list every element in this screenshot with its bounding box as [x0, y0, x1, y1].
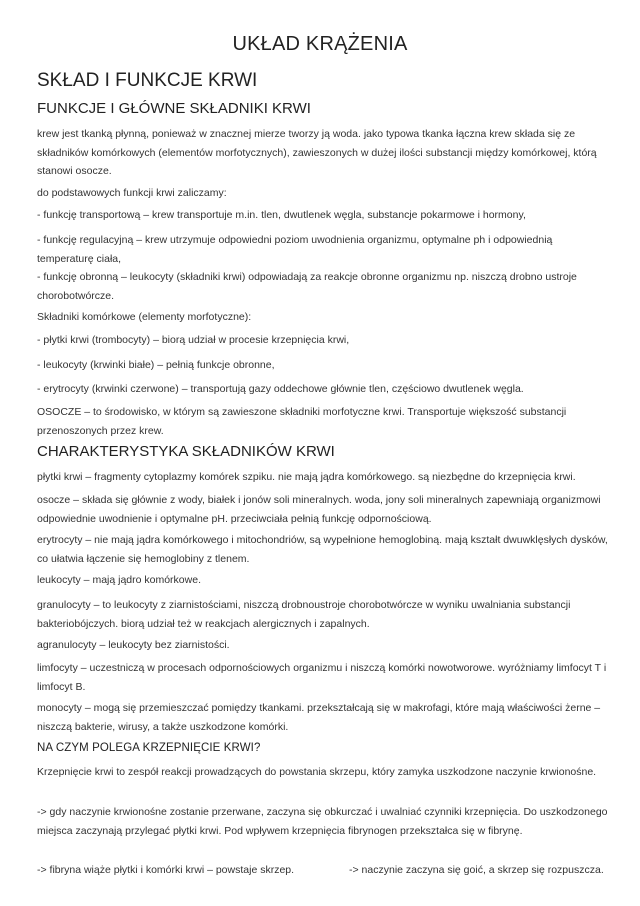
- subheading-charakterystyka: CHARAKTERYSTYKA SKŁADNIKÓW KRWI: [37, 443, 335, 460]
- list-item-regulation: - funkcję regulacyjną – krew utrzymuje odpowiedni poziom uwodnienia organizmu, optymalne ph i odpowiednią temperaturę ciała,: [37, 234, 553, 265]
- subheading-krzepniecie: NA CZYM POLEGA KRZEPNIĘCIE KRWI?: [37, 742, 261, 754]
- subheading-funkcje: FUNKCJE I GŁÓWNE SKŁADNIKI KRWI: [37, 100, 311, 117]
- list-item-platelets: - płytki krwi (trombocyty) – biorą udział w procesie krzepnięcia krwi,: [37, 334, 350, 346]
- list-item-defense: - funkcję obronną – leukocyty (składniki krwi) odpowiadają za reakcje obronne organizmu np. niszczą drobno ustroje chorobotwórcze.: [37, 271, 577, 302]
- clotting-step-healing: -> naczynie zaczyna się goić, a skrzep się rozpuszcza.: [349, 864, 604, 876]
- clotting-final-row: [37, 861, 609, 880]
- paragraph-monocytes-desc: monocyty – mogą się przemieszczać pomiędzy tkankami. przekształcają się w makrofagi, które mają właściwości żerne – niszczą bakterie, wirusy, a także uszkodzone komórki.: [37, 702, 601, 733]
- paragraph-leukocytes-desc: leukocyty – mają jądro komórkowe.: [37, 574, 201, 586]
- paragraph-platelets-desc: płytki krwi – fragmenty cytoplazmy komórek szpiku. nie mają jądra komórkowego. są niezbędne do krzepnięcia krwi.: [37, 471, 576, 483]
- list-item-leukocytes: - leukocyty (krwinki białe) – pełnią funkcje obronne,: [37, 359, 275, 371]
- paragraph-plasma-desc: osocze – składa się głównie z wody, białek i jonów soli mineralnych. woda, jony soli mineralnych zapewniają organizmowi odpowiednie uwodnienie i optymalne pH. przeciwciała pełnią funkcję odpornościową.: [37, 494, 601, 525]
- paragraph-erythrocytes-desc: erytrocyty – nie mają jądra komórkowego i mitochondriów, są wypełnione hemoglobiną. mają kształt dwuwklęsłych dysków, co ułatwia łączenie się hemoglobiny z tlenem.: [37, 534, 608, 565]
- paragraph-plasma: OSOCZE – to środowisko, w którym są zawieszone składniki morfotyczne krwi. Transportuje większość substancji przenoszonych przez krew.: [37, 406, 567, 437]
- list-item-transport: - funkcję transportową – krew transportuje m.in. tlen, dwutlenek węgla, substancje pokarmowe i hormony,: [37, 209, 526, 221]
- paragraph-clotting-definition: Krzepnięcie krwi to zespół reakcji prowadzących do powstania skrzepu, który zamyka uszkodzone naczynie krwionośne.: [37, 766, 597, 778]
- paragraph-components-lead: Składniki komórkowe (elementy morfotyczne):: [37, 311, 252, 323]
- document-title: UKŁAD KRĄŻENIA: [232, 33, 408, 55]
- paragraph-agranulocytes-desc: agranulocyty – leukocyty bez ziarnistości.: [37, 639, 230, 651]
- clotting-step-clot-forms: -> fibryna wiąże płytki i komórki krwi – powstaje skrzep.: [37, 864, 295, 876]
- paragraph-granulocytes-desc: granulocyty – to leukocyty z ziarnistościami, niszczą drobnoustroje chorobotwórcze w wyniku uwalniania substancji bakteriobójczych. biorą udział też w reakcjach alergicznych i zapalnych.: [37, 599, 571, 630]
- list-item-erythrocytes: - erytrocyty (krwinki czerwone) – transportują gazy oddechowe głównie tlen, częściowo dwutlenek węgla.: [37, 383, 524, 395]
- paragraph-intro: krew jest tkanką płynną, ponieważ w znacznej mierze tworzy ją woda. jako typowa tkanka łączna krew składa się ze składników komórkowych (elementów morfotycznych), zawieszonych w dużej ilości substancji między komórkowej, którą stanowi osocze.: [37, 128, 597, 177]
- paragraph-functions-lead: do podstawowych funkcji krwi zaliczamy:: [37, 187, 227, 199]
- paragraph-lymphocytes-desc: limfocyty – uczestniczą w procesach odpornościowych organizmu i niszczą komórki nowotworowe. wyróżniamy limfocyt T i limfocyt B.: [37, 662, 607, 693]
- paragraph-clotting-steps: -> gdy naczynie krwionośne zostanie przerwane, zaczyna się obkurczać i uwalniać czynniki krzepnięcia. Do uszkodzonego miejsca zaczynają przylegać płytki krwi. Pod wpływem krzepnięcia fibrynogen przekształca się w fibrynę.: [37, 806, 608, 837]
- section-heading-sklad-i-funkcje: SKŁAD I FUNKCJE KRWI: [37, 70, 258, 91]
